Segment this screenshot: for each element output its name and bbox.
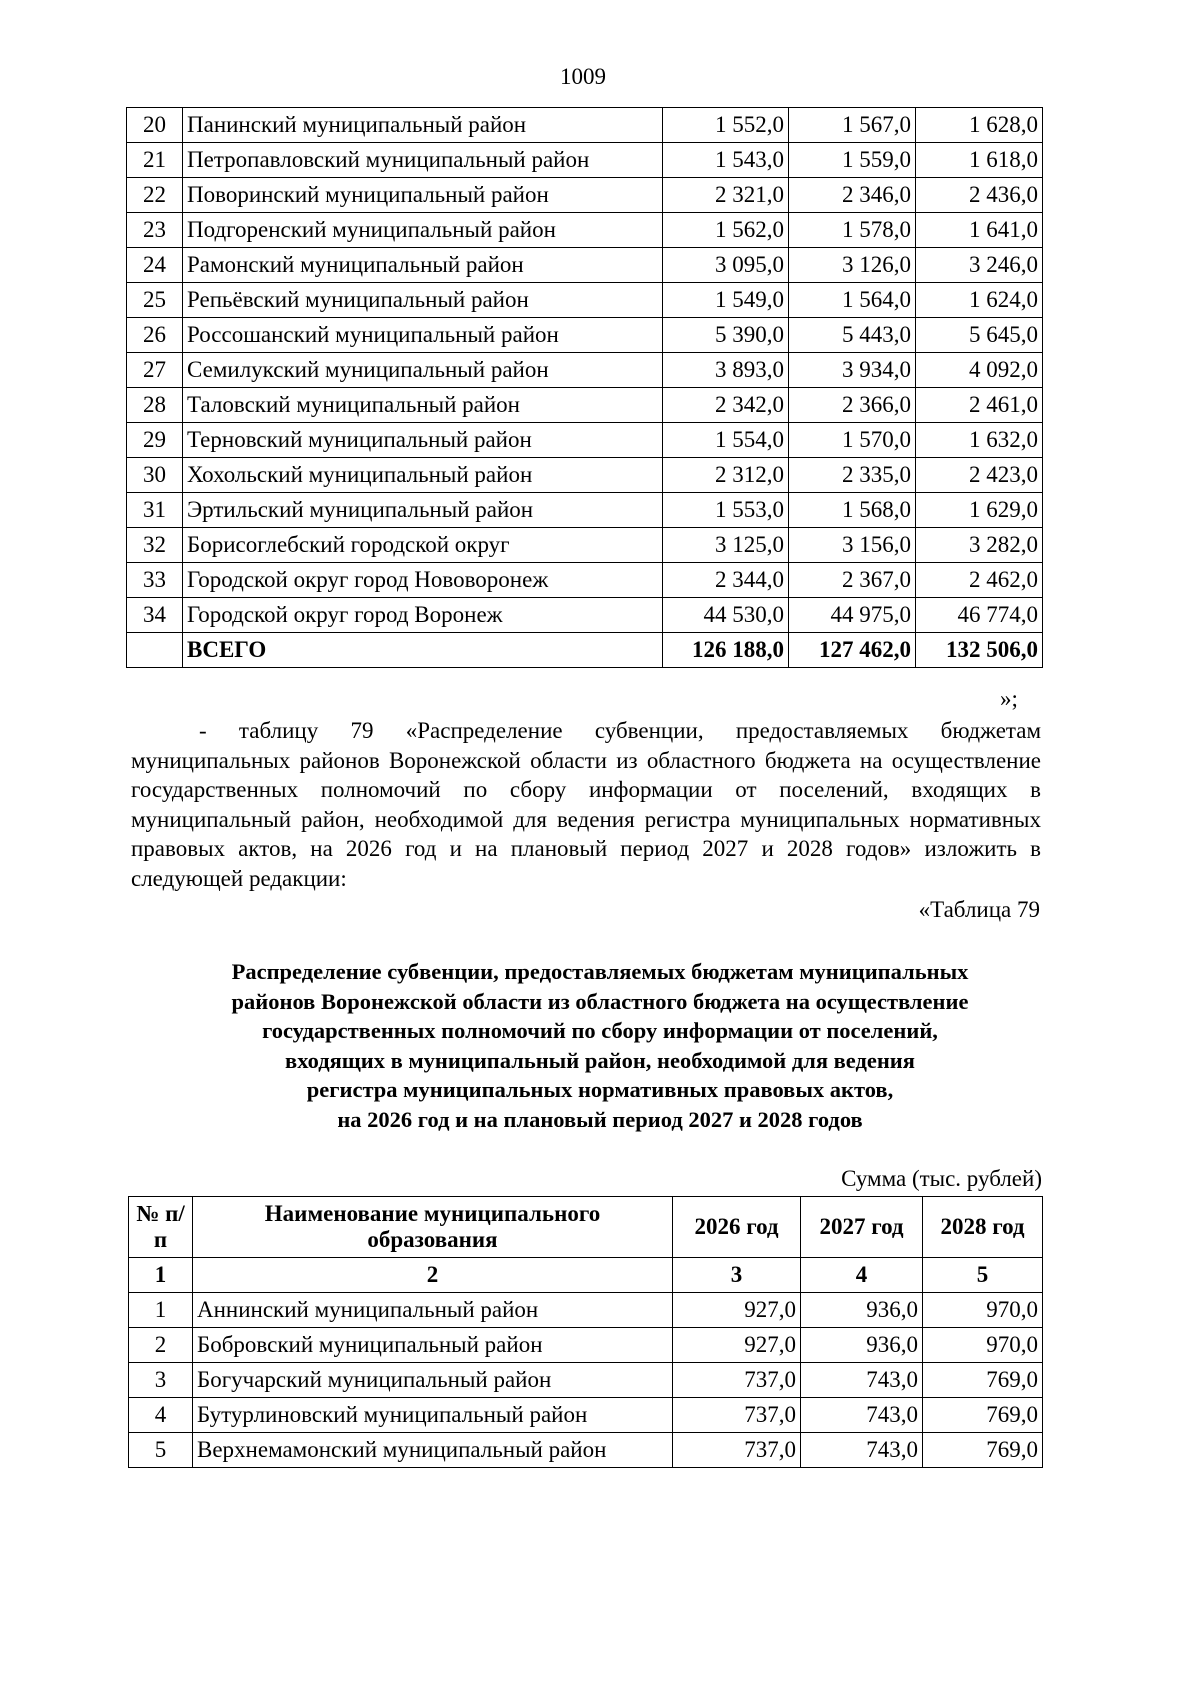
allocation-table-continued <box>126 107 1043 668</box>
row-number: 23 <box>127 213 183 248</box>
row-number: 5 <box>129 1433 193 1468</box>
header-name: Наименование муниципального образования <box>193 1197 673 1258</box>
row-number: 34 <box>127 598 183 633</box>
table-row <box>127 528 1043 563</box>
value-2028: 1 628,0 <box>916 108 1043 143</box>
total-value-2028: 132 506,0 <box>916 633 1043 668</box>
value-2026: 737,0 <box>673 1398 801 1433</box>
value-2027: 1 568,0 <box>789 493 916 528</box>
row-number: 3 <box>129 1363 193 1398</box>
value-2026: 2 321,0 <box>663 178 789 213</box>
value-2026: 1 543,0 <box>663 143 789 178</box>
row-number: 33 <box>127 563 183 598</box>
value-2026: 44 530,0 <box>663 598 789 633</box>
value-2027: 2 335,0 <box>789 458 916 493</box>
value-2028: 769,0 <box>923 1433 1043 1468</box>
value-2027: 1 570,0 <box>789 423 916 458</box>
municipality-name: Городской округ город Нововоронеж <box>183 563 663 598</box>
table-row <box>127 563 1043 598</box>
column-index: 4 <box>801 1258 923 1293</box>
table-row <box>127 493 1043 528</box>
value-2026: 1 554,0 <box>663 423 789 458</box>
row-number: 29 <box>127 423 183 458</box>
value-2026: 737,0 <box>673 1433 801 1468</box>
value-2028: 970,0 <box>923 1328 1043 1363</box>
value-2027: 2 367,0 <box>789 563 916 598</box>
municipality-name: Россошанский муниципальный район <box>183 318 663 353</box>
column-index: 2 <box>193 1258 673 1293</box>
table-row <box>127 283 1043 318</box>
header-2026: 2026 год <box>673 1197 801 1258</box>
municipality-name: Семилукский муниципальный район <box>183 353 663 388</box>
row-number: 32 <box>127 528 183 563</box>
table-title <box>100 957 1100 1134</box>
value-2026: 5 390,0 <box>663 318 789 353</box>
total-value-2027: 127 462,0 <box>789 633 916 668</box>
value-2027: 1 559,0 <box>789 143 916 178</box>
value-2028: 5 645,0 <box>916 318 1043 353</box>
municipality-name: Рамонский муниципальный район <box>183 248 663 283</box>
table-row <box>127 108 1043 143</box>
row-number: 30 <box>127 458 183 493</box>
municipality-name: Верхнемамонский муниципальный район <box>193 1433 673 1468</box>
row-number: 20 <box>127 108 183 143</box>
row-number: 25 <box>127 283 183 318</box>
page-number: 1009 <box>560 64 606 89</box>
value-2028: 1 641,0 <box>916 213 1043 248</box>
row-number: 27 <box>127 353 183 388</box>
table-row <box>127 388 1043 423</box>
total-label: ВСЕГО <box>183 633 663 668</box>
municipality-name: Терновский муниципальный район <box>183 423 663 458</box>
value-2028: 4 092,0 <box>916 353 1043 388</box>
value-2026: 737,0 <box>673 1363 801 1398</box>
row-number: 4 <box>129 1398 193 1433</box>
value-2026: 3 095,0 <box>663 248 789 283</box>
value-2028: 3 246,0 <box>916 248 1043 283</box>
table-row <box>127 248 1043 283</box>
value-2026: 2 312,0 <box>663 458 789 493</box>
value-2028: 769,0 <box>923 1398 1043 1433</box>
table-row <box>127 213 1043 248</box>
municipality-name: Аннинский муниципальный район <box>193 1293 673 1328</box>
municipality-name: Петропавловский муниципальный район <box>183 143 663 178</box>
value-2026: 1 562,0 <box>663 213 789 248</box>
row-number: 1 <box>129 1293 193 1328</box>
value-2028: 46 774,0 <box>916 598 1043 633</box>
table-row <box>127 353 1043 388</box>
header-2027: 2027 год <box>801 1197 923 1258</box>
title-line: регистра муниципальных нормативных правовых актов, <box>306 1077 894 1102</box>
column-index: 1 <box>129 1258 193 1293</box>
value-2027: 2 366,0 <box>789 388 916 423</box>
table-row <box>127 318 1043 353</box>
value-2028: 3 282,0 <box>916 528 1043 563</box>
value-2028: 769,0 <box>923 1363 1043 1398</box>
title-line: входящих в муниципальный район, необходимой для ведения <box>285 1047 915 1073</box>
value-2028: 1 632,0 <box>916 423 1043 458</box>
value-2026: 1 553,0 <box>663 493 789 528</box>
value-2027: 743,0 <box>801 1363 923 1398</box>
header-number: № п/п <box>129 1197 193 1258</box>
units-label: Сумма (тыс. рублей) <box>841 1166 1042 1191</box>
value-2028: 2 461,0 <box>916 388 1043 423</box>
table-row <box>129 1293 1043 1328</box>
row-number: 22 <box>127 178 183 213</box>
value-2027: 936,0 <box>801 1328 923 1363</box>
value-2026: 1 549,0 <box>663 283 789 318</box>
closing-quote: »; <box>1000 686 1018 711</box>
table-row <box>127 423 1043 458</box>
value-2028: 1 629,0 <box>916 493 1043 528</box>
value-2027: 743,0 <box>801 1398 923 1433</box>
value-2027: 5 443,0 <box>789 318 916 353</box>
empty-cell <box>127 633 183 668</box>
row-number: 28 <box>127 388 183 423</box>
value-2027: 3 126,0 <box>789 248 916 283</box>
value-2027: 3 934,0 <box>789 353 916 388</box>
column-index-row <box>129 1258 1043 1293</box>
table-row <box>129 1398 1043 1433</box>
value-2026: 2 342,0 <box>663 388 789 423</box>
table-row <box>129 1433 1043 1468</box>
title-line: районов Воронежской области из областного бюджета на осуществление <box>231 988 969 1014</box>
allocation-table-79 <box>128 1196 1043 1468</box>
table-row <box>127 178 1043 213</box>
table-row <box>127 458 1043 493</box>
value-2028: 2 436,0 <box>916 178 1043 213</box>
header-row <box>129 1197 1043 1258</box>
table-label: «Таблица 79 <box>918 897 1040 922</box>
value-2026: 1 552,0 <box>663 108 789 143</box>
value-2027: 743,0 <box>801 1433 923 1468</box>
row-number: 2 <box>129 1328 193 1363</box>
header-2028: 2028 год <box>923 1197 1043 1258</box>
title-line: Распределение субвенции, предоставляемых бюджетам муниципальных <box>231 959 969 984</box>
value-2028: 970,0 <box>923 1293 1043 1328</box>
value-2026: 3 893,0 <box>663 353 789 388</box>
municipality-name: Поворинский муниципальный район <box>183 178 663 213</box>
municipality-name: Бутурлиновский муниципальный район <box>193 1398 673 1433</box>
total-value-2026: 126 188,0 <box>663 633 789 668</box>
municipality-name: Эртильский муниципальный район <box>183 493 663 528</box>
column-index: 3 <box>673 1258 801 1293</box>
value-2028: 2 423,0 <box>916 458 1043 493</box>
municipality-name: Таловский муниципальный район <box>183 388 663 423</box>
title-line: на 2026 год и на плановый период 2027 и 2028 годов <box>337 1106 863 1132</box>
value-2026: 2 344,0 <box>663 563 789 598</box>
value-2027: 44 975,0 <box>789 598 916 633</box>
value-2027: 3 156,0 <box>789 528 916 563</box>
column-index: 5 <box>923 1258 1043 1293</box>
total-row <box>127 633 1043 668</box>
row-number: 26 <box>127 318 183 353</box>
value-2028: 1 618,0 <box>916 143 1043 178</box>
value-2026: 927,0 <box>673 1328 801 1363</box>
municipality-name: Богучарский муниципальный район <box>193 1363 673 1398</box>
municipality-name: Репьёвский муниципальный район <box>183 283 663 318</box>
value-2027: 2 346,0 <box>789 178 916 213</box>
municipality-name: Борисоглебский городской округ <box>183 528 663 563</box>
value-2027: 1 564,0 <box>789 283 916 318</box>
row-number: 21 <box>127 143 183 178</box>
municipality-name: Хохольский муниципальный район <box>183 458 663 493</box>
title-line: государственных полномочий по сбору информации от поселений, <box>262 1018 938 1043</box>
value-2028: 2 462,0 <box>916 563 1043 598</box>
row-number: 31 <box>127 493 183 528</box>
municipality-name: Бобровский муниципальный район <box>193 1328 673 1363</box>
value-2027: 1 578,0 <box>789 213 916 248</box>
amendment-paragraph: - таблицу 79 «Распределение субвенции, предоставляемых бюджетам муниципальных районов Воронежской области из областного бюджета на осуществление государственных полномочий по сбору информации от поселений, входящих в муниципальный район, необходимой для ведения регистра муниципальных нормативных правовых актов, на 2026 год и на плановый период 2027 и 2028 годов» изложить в следующей редакции: <box>131 718 1041 891</box>
table-row <box>127 143 1043 178</box>
table-row <box>129 1328 1043 1363</box>
value-2026: 3 125,0 <box>663 528 789 563</box>
table-row <box>127 598 1043 633</box>
municipality-name: Городской округ город Воронеж <box>183 598 663 633</box>
value-2026: 927,0 <box>673 1293 801 1328</box>
value-2028: 1 624,0 <box>916 283 1043 318</box>
value-2027: 1 567,0 <box>789 108 916 143</box>
municipality-name: Панинский муниципальный район <box>183 108 663 143</box>
value-2027: 936,0 <box>801 1293 923 1328</box>
table-row <box>129 1363 1043 1398</box>
row-number: 24 <box>127 248 183 283</box>
municipality-name: Подгоренский муниципальный район <box>183 213 663 248</box>
